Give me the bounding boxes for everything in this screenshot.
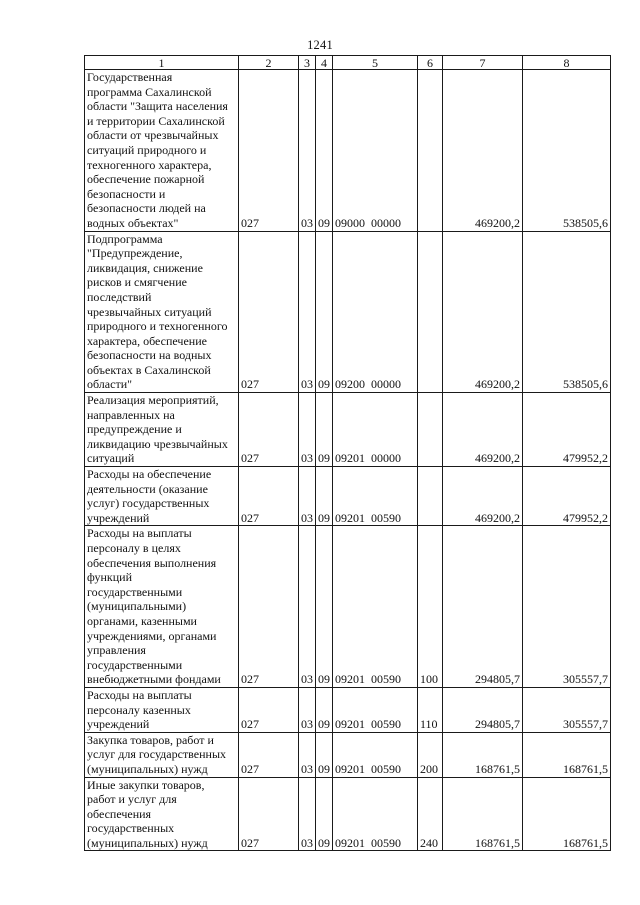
- row-name-cell: Государственная программа Сахалинской области "Защита населения и территории Сахалинской области от чрезвычайных ситуаций природного и техногенного характера, обеспечение пожарной безопасности и безопасности людей на водных объектах": [85, 70, 239, 232]
- expense-type-cell: [418, 70, 443, 232]
- table-row: [85, 231, 611, 393]
- amount-col8-cell: 305557,7: [523, 526, 611, 688]
- table-row: [85, 467, 611, 526]
- row-name-cell: Расходы на выплаты персоналу казенных учреждений: [85, 687, 239, 732]
- table-row: [85, 70, 611, 232]
- admin-code-cell: 027: [239, 526, 299, 688]
- amount-col8-cell: 479952,2: [523, 393, 611, 467]
- amount-col7-cell: 294805,7: [443, 687, 523, 732]
- row-name-cell: Иные закупки товаров, работ и услуг для обеспечения государственных (муниципальных) нужд: [85, 777, 239, 851]
- amount-col8-cell: 168761,5: [523, 732, 611, 777]
- amount-col7-cell: 469200,2: [443, 70, 523, 232]
- row-name-cell: Закупка товаров, работ и услуг для государственных (муниципальных) нужд: [85, 732, 239, 777]
- section-code-cell: 03: [299, 393, 316, 467]
- header-col-7: 7: [443, 56, 523, 70]
- section-code-cell: 03: [299, 526, 316, 688]
- target-article-cell: 09201 00000: [333, 393, 418, 467]
- expense-type-cell: [418, 393, 443, 467]
- target-article-cell: 09200 00000: [333, 231, 418, 393]
- amount-col7-cell: 469200,2: [443, 467, 523, 526]
- amount-col8-cell: 168761,5: [523, 777, 611, 851]
- budget-table: [84, 55, 611, 851]
- section-code-cell: 03: [299, 231, 316, 393]
- section-code-cell: 03: [299, 467, 316, 526]
- table-header-row: [85, 56, 611, 70]
- table-row: [85, 526, 611, 688]
- header-col-3: 3: [299, 56, 316, 70]
- target-article-cell: 09201 00590: [333, 526, 418, 688]
- admin-code-cell: 027: [239, 231, 299, 393]
- target-article-cell: 09201 00590: [333, 467, 418, 526]
- amount-col8-cell: 305557,7: [523, 687, 611, 732]
- target-article-cell: 09000 00000: [333, 70, 418, 232]
- section-code-cell: 03: [299, 777, 316, 851]
- subsection-code-cell: 09: [316, 393, 333, 467]
- subsection-code-cell: 09: [316, 687, 333, 732]
- subsection-code-cell: 09: [316, 777, 333, 851]
- target-article-cell: 09201 00590: [333, 732, 418, 777]
- header-col-4: 4: [316, 56, 333, 70]
- admin-code-cell: 027: [239, 732, 299, 777]
- row-name-cell: Подпрограмма "Предупреждение, ликвидация, снижение рисков и смягчение последствий чрезвычайных ситуаций природного и техногенного характера, обеспечение безопасности на водных объектах в Сахалинской области": [85, 231, 239, 393]
- amount-col7-cell: 294805,7: [443, 526, 523, 688]
- subsection-code-cell: 09: [316, 526, 333, 688]
- admin-code-cell: 027: [239, 70, 299, 232]
- table-row: [85, 732, 611, 777]
- header-col-1: 1: [85, 56, 239, 70]
- table-row: [85, 777, 611, 851]
- row-name-cell: Реализация мероприятий, направленных на предупреждение и ликвидацию чрезвычайных ситуаций: [85, 393, 239, 467]
- admin-code-cell: 027: [239, 467, 299, 526]
- table-body: [85, 56, 611, 851]
- header-col-8: 8: [523, 56, 611, 70]
- expense-type-cell: [418, 231, 443, 393]
- subsection-code-cell: 09: [316, 732, 333, 777]
- expense-type-cell: 110: [418, 687, 443, 732]
- header-col-5: 5: [333, 56, 418, 70]
- table-row: [85, 687, 611, 732]
- amount-col8-cell: 538505,6: [523, 231, 611, 393]
- amount-col7-cell: 168761,5: [443, 777, 523, 851]
- header-col-2: 2: [239, 56, 299, 70]
- section-code-cell: 03: [299, 687, 316, 732]
- page-number: 1241: [307, 38, 333, 52]
- subsection-code-cell: 09: [316, 231, 333, 393]
- admin-code-cell: 027: [239, 777, 299, 851]
- expense-type-cell: 200: [418, 732, 443, 777]
- header-col-6: 6: [418, 56, 443, 70]
- subsection-code-cell: 09: [316, 70, 333, 232]
- subsection-code-cell: 09: [316, 467, 333, 526]
- expense-type-cell: 240: [418, 777, 443, 851]
- expense-type-cell: [418, 467, 443, 526]
- row-name-cell: Расходы на обеспечение деятельности (оказание услуг) государственных учреждений: [85, 467, 239, 526]
- amount-col7-cell: 168761,5: [443, 732, 523, 777]
- target-article-cell: 09201 00590: [333, 687, 418, 732]
- section-code-cell: 03: [299, 732, 316, 777]
- amount-col8-cell: 479952,2: [523, 467, 611, 526]
- amount-col8-cell: 538505,6: [523, 70, 611, 232]
- admin-code-cell: 027: [239, 687, 299, 732]
- expense-type-cell: 100: [418, 526, 443, 688]
- row-name-cell: Расходы на выплаты персоналу в целях обеспечения выполнения функций государственными (муниципальными) органами, казенными учреждениями, органами управления государственными внебюджетными фондами: [85, 526, 239, 688]
- target-article-cell: 09201 00590: [333, 777, 418, 851]
- section-code-cell: 03: [299, 70, 316, 232]
- amount-col7-cell: 469200,2: [443, 231, 523, 393]
- admin-code-cell: 027: [239, 393, 299, 467]
- amount-col7-cell: 469200,2: [443, 393, 523, 467]
- table-row: [85, 393, 611, 467]
